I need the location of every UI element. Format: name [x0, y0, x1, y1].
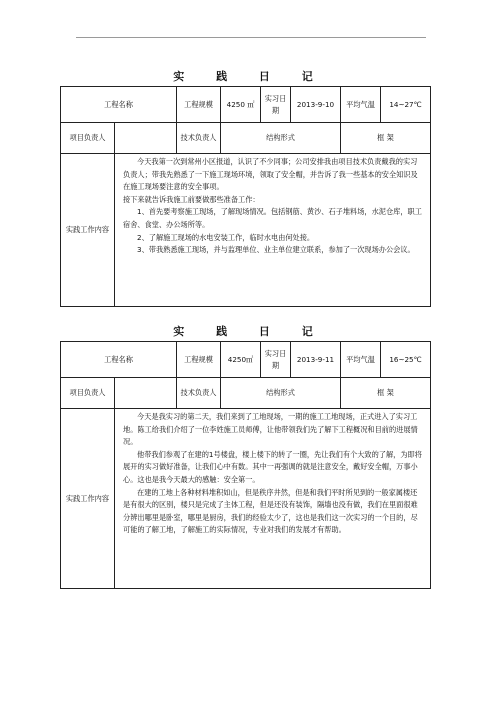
temp-label: 平均气温	[341, 87, 381, 123]
structure-value: 框 架	[341, 123, 431, 154]
project-name-label: 工程名称	[61, 87, 177, 123]
diary-title: 实 践 日 记	[173, 325, 327, 338]
diary-title: 实 践 日 记	[173, 70, 327, 83]
structure-label: 结构形式	[221, 378, 341, 409]
header-rule	[76, 37, 426, 38]
date-label: 实习日期	[261, 87, 291, 123]
content-label: 实践工作内容	[61, 409, 115, 589]
paragraph: 今天我第一次到常州小区报道，认识了不少同事；公司安排我由项目技术负责戴我的实习负责人；带我先熟悉了一下施工现场环境，领取了安全帽，并告诉了我一些基本的安全知识及在施工现场要注意的安全事项。	[123, 157, 418, 192]
scale-label: 工程规模	[177, 342, 221, 378]
paragraph: 1、首先要考察施工现场，了解现场情况。包括钢筋、黄沙、石子堆料场，水泥仓库，职工宿舍、食堂、办公场所等。	[123, 207, 422, 229]
tech-label: 技术负责人	[177, 378, 221, 409]
diary-table	[60, 341, 431, 589]
date-label: 实习日期	[261, 342, 291, 378]
content-label: 实践工作内容	[61, 154, 115, 307]
scale-label: 工程规模	[177, 87, 221, 123]
paragraph: 3、带我熟悉施工现场，并与监理单位、业主单位建立联系，参加了一次现场办公会议。	[137, 245, 415, 255]
temp-value: 16~25℃	[381, 342, 431, 378]
diary-table	[60, 86, 431, 307]
paragraph: 他带我们参观了在建的1号楼盘，楼上楼下的转了一圈，先让我们有个大致的了解，为即将展开的实习做好准备，让我们心中有数。其中一再强调的就是注意安全，戴好安全帽，万事小心。这也是我今天最大的感触：安全第一。	[123, 449, 422, 484]
paragraph: 在建的工地上各种材料堆积如山，但是秩序井然，但是和我们平时所见到的一般家属楼还是有很大的区别，楼只是完成了主体工程，但是还没有装饰，隔墙也没有做，我们在里面很难分辨出哪里是卧室，哪里是厨房，我们的经验太少了，这也是我们这一次实习的一个目的，尽可能的了解工地，了解施工的实际情况，专业对我们的发展才有帮助。	[123, 487, 418, 535]
pm-value	[115, 378, 177, 409]
content-text	[115, 409, 431, 589]
structure-value: 框 架	[341, 378, 431, 409]
date-value: 2013-9-11	[291, 342, 341, 378]
pm-label: 项目负责人	[61, 123, 115, 154]
temp-label: 平均气温	[341, 342, 381, 378]
scale-value: 4250 ㎡	[221, 87, 261, 123]
date-value: 2013-9-10	[291, 87, 341, 123]
pm-label: 项目负责人	[61, 378, 115, 409]
tech-label: 技术负责人	[177, 123, 221, 154]
scale-value: 4250㎡	[221, 342, 261, 378]
paragraph: 接下来就告诉我施工前要做那些准备工作：	[123, 194, 260, 204]
pm-value	[115, 123, 177, 154]
temp-value: 14~27℃	[381, 87, 431, 123]
paragraph: 今天是我实习的第二天，我们来到了工地现场，一期的施工工地现场，正式进入了实习工地。陈工给我们介绍了一位李姓施工员师傅，让他带领我们先了解下工程概况和目前的进展情况。	[123, 412, 418, 447]
structure-label: 结构形式	[221, 123, 341, 154]
content-text	[115, 154, 431, 307]
project-name-label: 工程名称	[61, 342, 177, 378]
paragraph: 2、了解施工现场的水电安装工作，临时水电由何处接。	[137, 232, 315, 242]
